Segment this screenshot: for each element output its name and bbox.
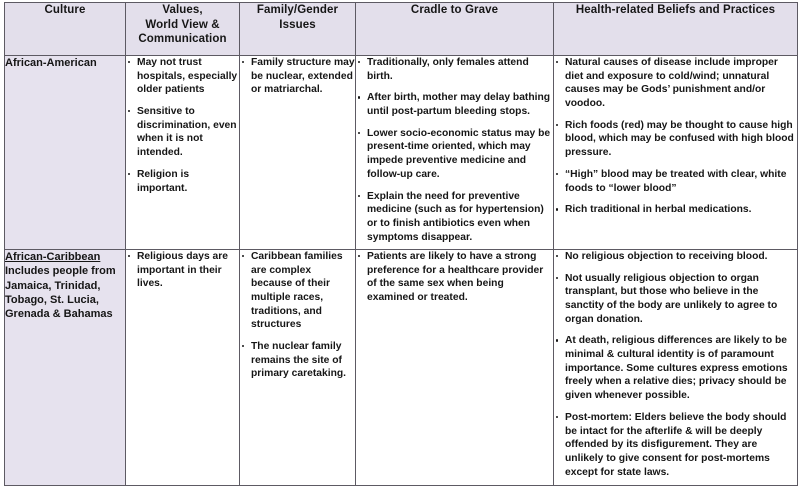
header-row (5, 3, 798, 56)
table-row (5, 249, 798, 485)
bullet-item: Rich foods (red) may be thought to cause high blood, which may be confused with high blood pressure. (554, 119, 797, 160)
bullet-item: Patients are likely to have a strong preference for a healthcare provider of the same sex when being examined or treated. (356, 250, 553, 305)
family-gender-cell (240, 56, 356, 250)
column-header-cradle-to-grave-label: Cradle to Grave (410, 4, 499, 16)
column-header-values (126, 3, 240, 56)
bullet-item: Religion is important. (126, 168, 239, 195)
culture-name: African-American (5, 57, 97, 69)
bullet-item: May not trust hospitals, especially older patients (126, 56, 239, 97)
column-header-family-gender (240, 3, 356, 56)
culture-description: Includes people from Jamaica, Trinidad, Tobago, St. Lucia, Grenada & Bahamas (5, 265, 116, 321)
values-cell (126, 249, 240, 485)
family-gender-cell (240, 249, 356, 485)
cradle-to-grave-bullet-list (356, 56, 553, 244)
health-beliefs-bullet-list (554, 250, 797, 479)
culture-cell (5, 56, 126, 250)
bullet-item: Not usually religious objection to organ transplant, but those who believe in the sanctity of the body are unlikely to agree to organ donation. (554, 272, 797, 327)
health-beliefs-cell (554, 56, 798, 250)
bullet-item: At death, religious differences are likely to be minimal & cultural identity is of paramount importance. Some cultures express emotions freely when a relative dies; privacy should be given whenever possible. (554, 334, 797, 402)
column-header-cradle-to-grave (356, 3, 554, 56)
bullet-item: Post-mortem: Elders believe the body should be intact for the afterlife & will be deeply offended by its disfigurement. They are unlikely to give consent for post-mortems except for state laws. (554, 411, 797, 479)
cradle-to-grave-cell (356, 56, 554, 250)
bullet-item: Rich traditional in herbal medications. (554, 203, 797, 217)
column-header-family-gender-label: Family/Gender Issues (256, 4, 339, 31)
column-header-culture (5, 3, 126, 56)
values-bullet-list (126, 56, 239, 195)
bullet-item: Sensitive to discrimination, even when it is not intended. (126, 105, 239, 160)
values-cell (126, 56, 240, 250)
cradle-to-grave-bullet-list (356, 250, 553, 305)
bullet-item: “High” blood may be treated with clear, white foods to “lower blood” (554, 168, 797, 195)
column-header-values-label: Values, World View & Communication (138, 4, 227, 46)
bullet-item: After birth, mother may delay bathing until post-partum bleeding stops. (356, 91, 553, 118)
family-gender-bullet-list (240, 56, 355, 97)
bullet-item: Explain the need for preventive medicine (such as for hypertension) or to finish antibiotics even when symptoms disappear. (356, 190, 553, 245)
bullet-item: The nuclear family remains the site of primary caretaking. (240, 340, 355, 381)
table-body (5, 56, 798, 486)
cradle-to-grave-cell (356, 249, 554, 485)
bullet-item: Religious days are important in their lives. (126, 250, 239, 291)
health-beliefs-cell (554, 249, 798, 485)
table-header (5, 3, 798, 56)
family-gender-bullet-list (240, 250, 355, 381)
culture-cell (5, 249, 126, 485)
column-header-culture-label: Culture (44, 4, 86, 16)
column-header-health-beliefs (554, 3, 798, 56)
cultural-competency-table (4, 2, 798, 486)
bullet-item: Family structure may be nuclear, extended or matriarchal. (240, 56, 355, 97)
culture-name: African-Caribbean (5, 250, 101, 263)
table-row (5, 56, 798, 250)
bullet-item: Natural causes of disease include improper diet and exposure to cold/wind; unnatural causes may be Gods’ punishment and/or voodoo. (554, 56, 797, 111)
column-header-health-beliefs-label: Health-related Beliefs and Practices (575, 4, 776, 16)
bullet-item: Caribbean families are complex because of their multiple races, traditions, and structures (240, 250, 355, 332)
values-bullet-list (126, 250, 239, 291)
bullet-item: No religious objection to receiving blood. (554, 250, 797, 264)
bullet-item: Traditionally, only females attend birth. (356, 56, 553, 83)
health-beliefs-bullet-list (554, 56, 797, 217)
bullet-item: Lower socio-economic status may be present-time oriented, which may impede preventive medicine and follow-up care. (356, 127, 553, 182)
